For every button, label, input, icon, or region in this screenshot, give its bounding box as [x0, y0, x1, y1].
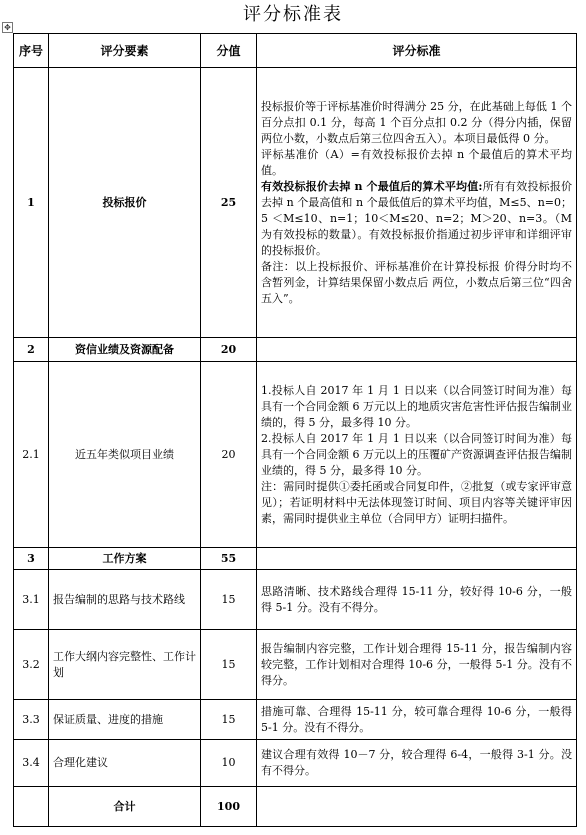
table-header-row [14, 34, 577, 68]
row-score: 15 [201, 630, 257, 700]
row-no [14, 787, 49, 827]
criteria-text: 所有有效投标报价去掉 n 个最高值和 n 个最低值后的算术平均值，M≤5、n=0；5 ＜M≤10、n=1；10＜M≤20、n=2；M＞20、n=3。（M 为有效投标的数量）。有效投标报价指通过初步评审和详细评审的投标报价。 [261, 179, 573, 257]
move-anchor-icon[interactable]: ✥ [2, 22, 13, 33]
criteria-paragraph: 备注：以上投标报价、评标基准价在计算投标报 价得分时均不含暂列金，计算结果保留小数点后 两位，小数点后第三位“四舍五入”。 [261, 259, 572, 305]
table-row [14, 362, 577, 548]
row-no: 3 [14, 548, 49, 570]
criteria-paragraph: 2.投标人自 2017 年 1 月 1 日以来（以合同签订时间为准）每具有一个合同金额 6 万元以上的压覆矿产资源调查评估报告编制业绩的，得 5 分，最多得 10 分。 [261, 431, 572, 477]
table-row [14, 548, 577, 570]
row-no: 3.2 [14, 630, 49, 700]
table-row [14, 570, 577, 630]
criteria-paragraph: 注：需同时提供①委托函或合同复印件，②批复（或专家评审意见）；若证明材料中无法体现签订时间、项目内容等关键评审因素，需同时提供业主单位（合同甲方）证明扫描件。 [261, 479, 572, 525]
header-no: 序号 [14, 34, 49, 68]
row-score: 15 [201, 700, 257, 740]
table-row [14, 700, 577, 740]
table-row [14, 630, 577, 700]
row-score: 15 [201, 570, 257, 630]
row-no: 1 [14, 68, 49, 338]
scoring-table [13, 33, 577, 827]
criteria-paragraph: 投标报价等于评标基准价时得满分 25 分，在此基础上每低 1 个百分点扣 0.1 分，每高 1 个百分点扣 0.2 分（得分内插，保留两位小数，小数点后第三位四舍五入）。本项目最低得 0 分。 [261, 99, 572, 145]
total-score: 100 [201, 787, 257, 827]
row-criteria [257, 548, 577, 570]
row-criteria [257, 68, 577, 338]
total-label: 合计 [49, 787, 201, 827]
row-criteria [257, 338, 577, 362]
row-score: 55 [201, 548, 257, 570]
row-criteria: 报告编制内容完整，工作计划合理得 15-11 分，报告编制内容较完整，工作计划相对合理得 10-6 分，一般得 5-1 分。没有不得分。 [257, 630, 577, 700]
table-row [14, 740, 577, 787]
row-element: 报告编制的思路与技术路线 [49, 570, 201, 630]
row-element: 工作方案 [49, 548, 201, 570]
row-element: 近五年类似项目业绩 [49, 362, 201, 548]
row-criteria: 措施可靠、合理得 15-11 分，较可靠合理得 10-6 分，一般得 5-1 分。没有不得分。 [257, 700, 577, 740]
criteria-bold-term: 有效投标报价去掉 n 个最值后的算术平均值: [261, 179, 483, 193]
header-score: 分值 [201, 34, 257, 68]
row-no: 3.1 [14, 570, 49, 630]
row-criteria [257, 787, 577, 827]
header-element: 评分要素 [49, 34, 201, 68]
row-score: 25 [201, 68, 257, 338]
page-title: 评分标准表 [243, 4, 343, 25]
row-score: 20 [201, 338, 257, 362]
row-element: 保证质量、进度的措施 [49, 700, 201, 740]
row-no: 2 [14, 338, 49, 362]
criteria-paragraph [261, 179, 572, 259]
row-score: 10 [201, 740, 257, 787]
criteria-paragraph: 1.投标人自 2017 年 1 月 1 日以来（以合同签订时间为准）每具有一个合同金额 6 万元以上的地质灾害危害性评估报告编制业绩的，得 5 分，最多得 10 分。 [261, 383, 572, 429]
row-no: 3.3 [14, 700, 49, 740]
row-element: 工作大纲内容完整性、工作计划 [49, 630, 201, 700]
row-score: 20 [201, 362, 257, 548]
table-row [14, 68, 577, 338]
row-criteria [257, 362, 577, 548]
row-element: 资信业绩及资源配备 [49, 338, 201, 362]
row-element: 投标报价 [49, 68, 201, 338]
row-criteria: 建议合理有效得 10－7 分，较合理得 6-4，一般得 3-1 分。没有不得分。 [257, 740, 577, 787]
row-no: 3.4 [14, 740, 49, 787]
criteria-paragraph: 评标基准价（A）=有效投标报价去掉 n 个最值后的算术平均值。 [261, 147, 572, 177]
row-element: 合理化建议 [49, 740, 201, 787]
row-no: 2.1 [14, 362, 49, 548]
header-criteria: 评分标准 [257, 34, 577, 68]
table-total-row [14, 787, 577, 827]
row-criteria: 思路清晰、技术路线合理得 15-11 分，较好得 10-6 分，一般得 5-1 分。没有不得分。 [257, 570, 577, 630]
table-row [14, 338, 577, 362]
